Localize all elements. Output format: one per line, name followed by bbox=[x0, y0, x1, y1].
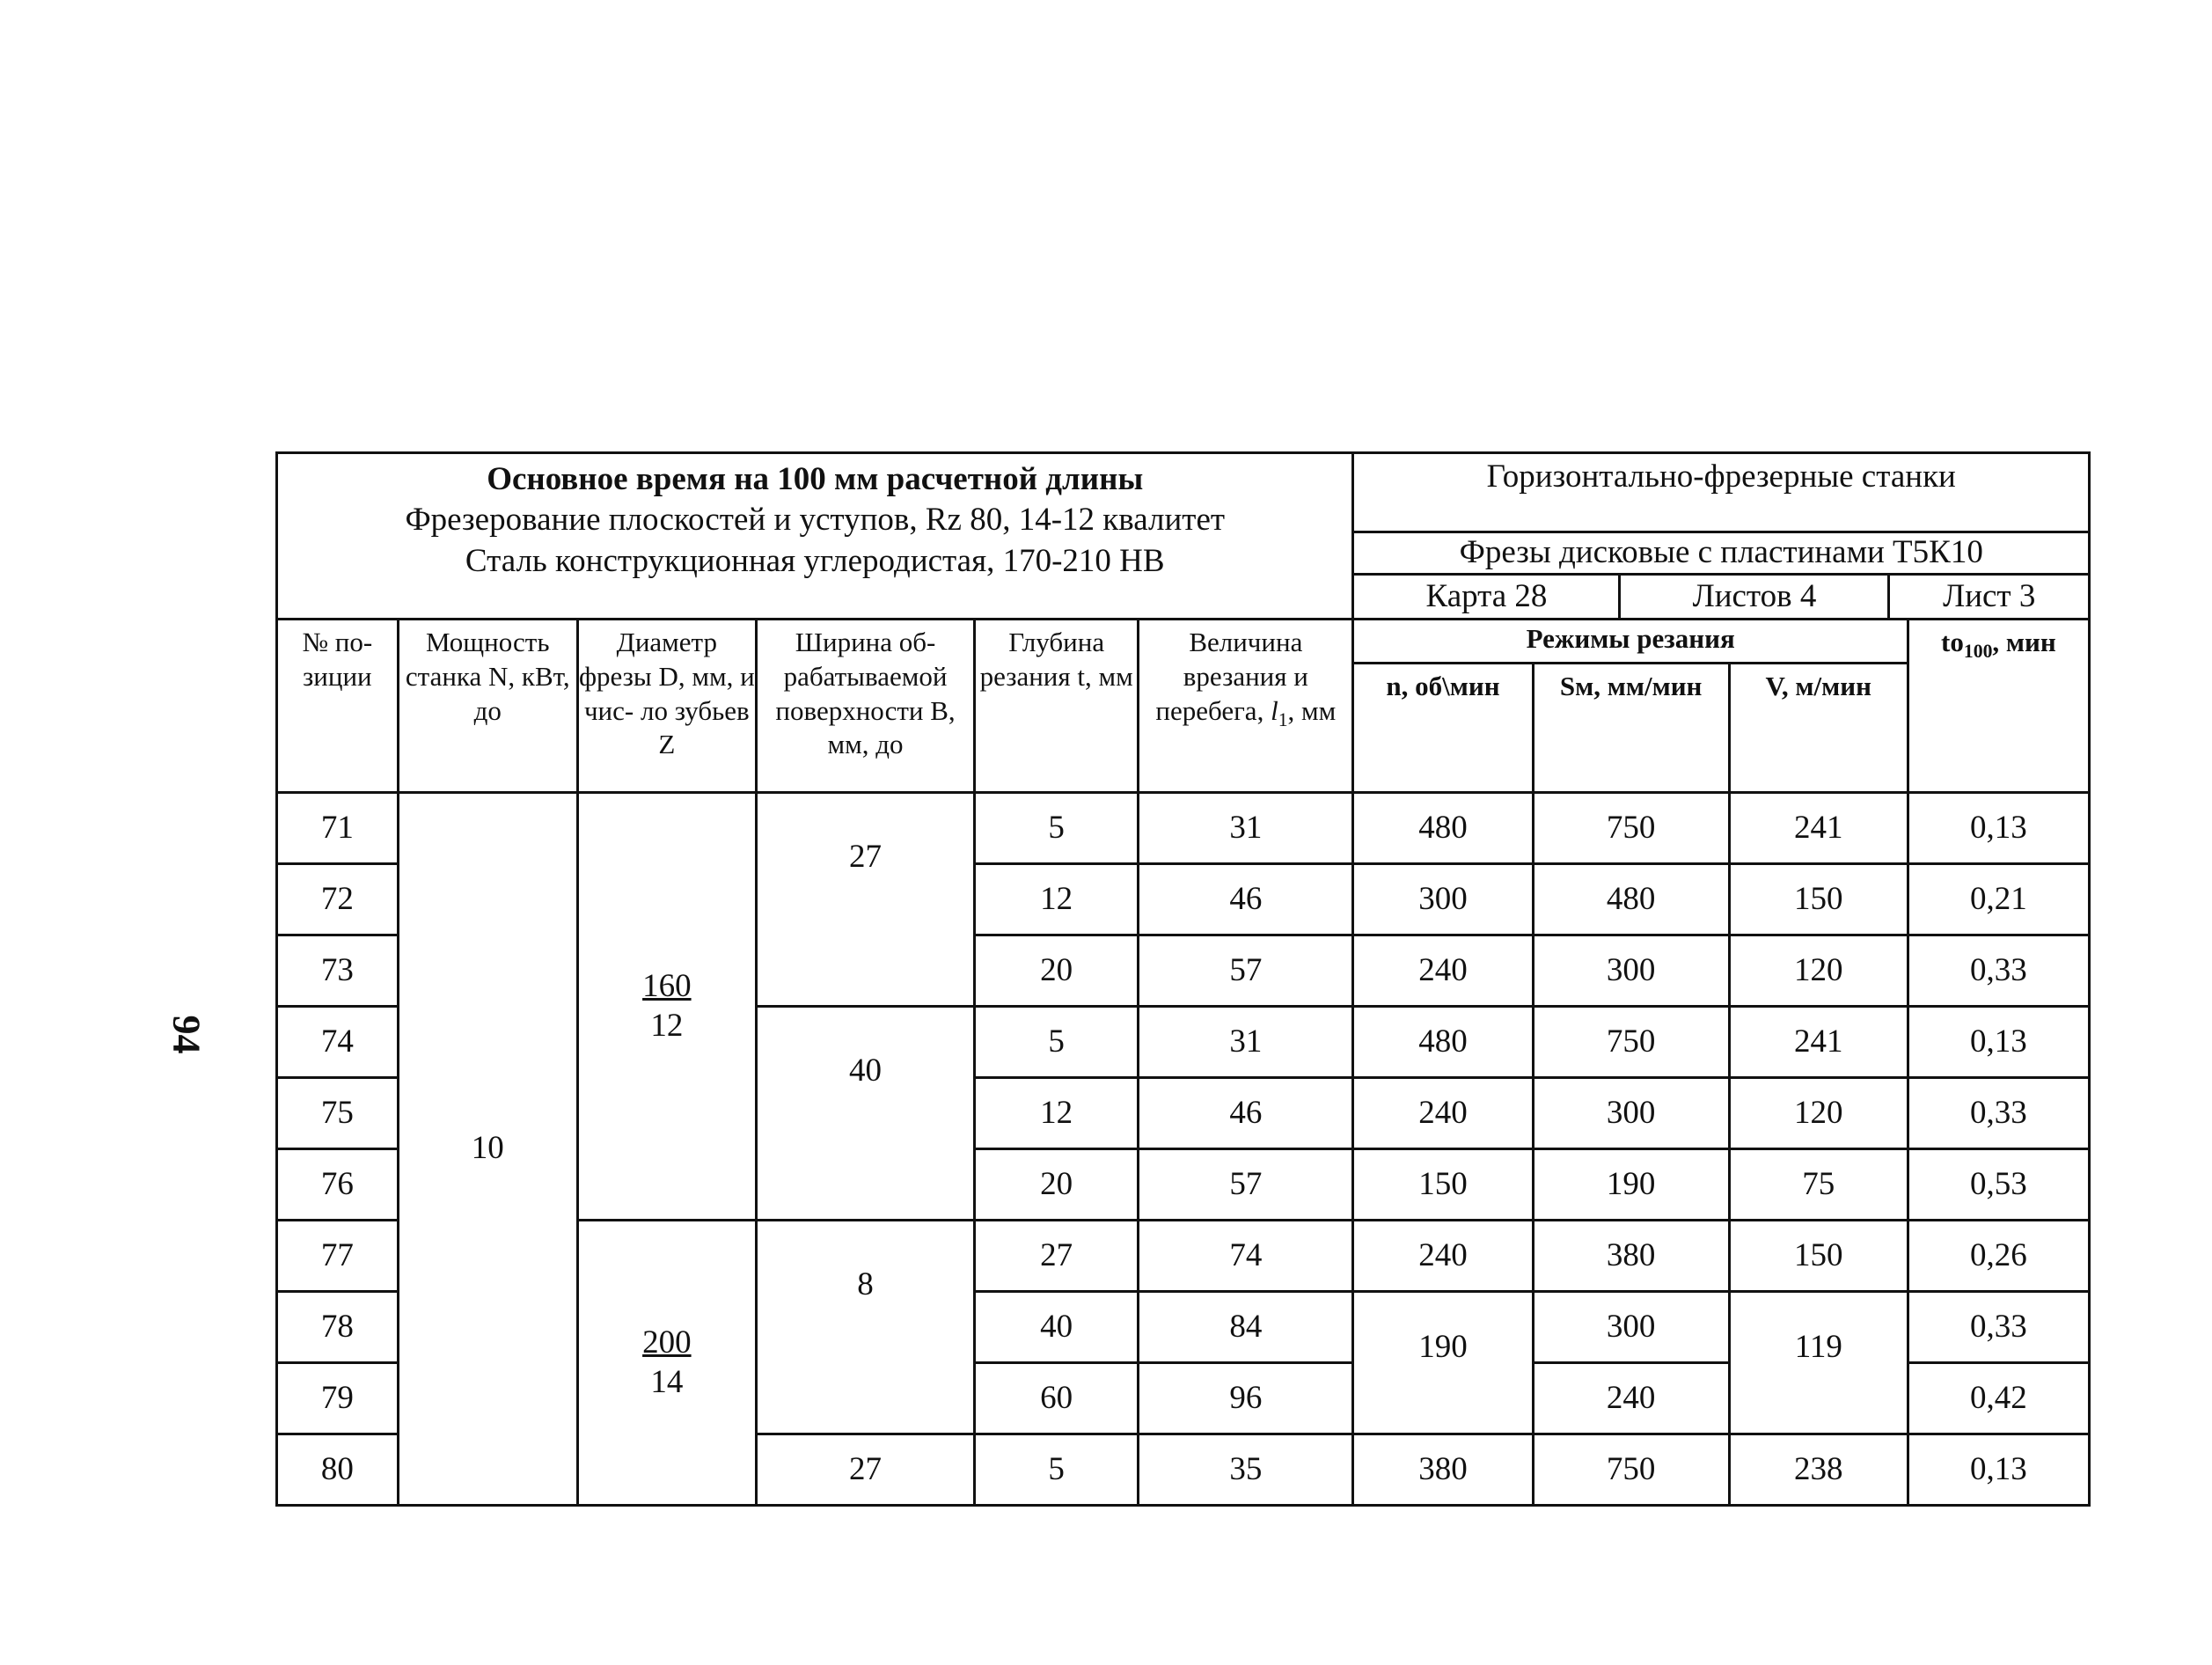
cell-s: 480 bbox=[1533, 864, 1729, 935]
cell-s: 380 bbox=[1533, 1221, 1729, 1292]
card-number: Карта 28 bbox=[1354, 576, 1621, 618]
cell-l1: 57 bbox=[1139, 1149, 1353, 1221]
col-header-diameter: Диаметр фрезы D, мм, и чис- ло зубьев Z bbox=[577, 620, 756, 793]
card-title: Основное время на 100 мм расчетной длины bbox=[487, 461, 1144, 497]
cell-s: 300 bbox=[1533, 1292, 1729, 1363]
cell-s: 190 bbox=[1533, 1149, 1729, 1221]
cell-position: 72 bbox=[277, 864, 399, 935]
page-number: 94 bbox=[165, 1015, 209, 1054]
cell-n: 480 bbox=[1353, 1007, 1533, 1078]
cell-l1: 35 bbox=[1139, 1434, 1353, 1506]
col-header-width: Ширина об- рабатываемой поверхности B, мм, до bbox=[756, 620, 974, 793]
col-header-time-main: to bbox=[1941, 627, 1964, 657]
title-block bbox=[277, 453, 1353, 620]
cell-position: 71 bbox=[277, 793, 399, 864]
cell-main-time: 0,33 bbox=[1908, 935, 2089, 1007]
card-subtitle-material: Сталь конструкционная углеродистая, 170-210 HB bbox=[465, 542, 1165, 579]
cell-main-time: 0,53 bbox=[1908, 1149, 2089, 1221]
col-header-l1-text: Величина врезания и перебега, bbox=[1155, 627, 1308, 726]
cell-depth: 20 bbox=[975, 1149, 1139, 1221]
cell-l1: 96 bbox=[1139, 1363, 1353, 1434]
cell-main-time: 0,13 bbox=[1908, 1434, 2089, 1506]
cell-depth: 40 bbox=[975, 1292, 1139, 1363]
col-header-v: V, м/мин bbox=[1729, 664, 1908, 793]
cell-v: 75 bbox=[1729, 1149, 1908, 1221]
cell-s: 300 bbox=[1533, 935, 1729, 1007]
normative-card-table bbox=[275, 451, 2091, 1507]
col-header-main-time bbox=[1908, 620, 2089, 793]
cell-n: 380 bbox=[1353, 1434, 1533, 1506]
col-header-l1 bbox=[1139, 620, 1353, 793]
cell-s: 750 bbox=[1533, 1434, 1729, 1506]
col-header-time-unit: , мин bbox=[1992, 627, 2056, 657]
cell-position: 79 bbox=[277, 1363, 399, 1434]
cell-main-time: 0,13 bbox=[1908, 793, 2089, 864]
diameter-value: 200 bbox=[642, 1324, 692, 1361]
cell-depth: 12 bbox=[975, 1078, 1139, 1149]
cell-position: 77 bbox=[277, 1221, 399, 1292]
col-header-s: Sм, мм/мин bbox=[1533, 664, 1729, 793]
cell-n-merged: 190 bbox=[1353, 1292, 1533, 1434]
cell-v: 150 bbox=[1729, 864, 1908, 935]
machine-type: Горизонтально-фрезерные станки bbox=[1353, 453, 2090, 532]
cell-width-3: 8 bbox=[756, 1221, 974, 1434]
col-header-power: Мощность станка N, кВт, до bbox=[398, 620, 577, 793]
cell-position: 78 bbox=[277, 1292, 399, 1363]
cell-main-time: 0,33 bbox=[1908, 1078, 2089, 1149]
cell-n: 300 bbox=[1353, 864, 1533, 935]
cell-s: 750 bbox=[1533, 793, 1729, 864]
teeth-count: 14 bbox=[650, 1363, 684, 1400]
cell-n: 150 bbox=[1353, 1149, 1533, 1221]
cell-n: 240 bbox=[1353, 935, 1533, 1007]
cell-v: 241 bbox=[1729, 793, 1908, 864]
cell-l1: 31 bbox=[1139, 793, 1353, 864]
cell-depth: 5 bbox=[975, 1434, 1139, 1506]
cell-v: 150 bbox=[1729, 1221, 1908, 1292]
col-header-position: № по- зиции bbox=[277, 620, 399, 793]
cell-position: 80 bbox=[277, 1434, 399, 1506]
cell-position: 76 bbox=[277, 1149, 399, 1221]
teeth-count: 12 bbox=[650, 1007, 684, 1044]
cell-main-time: 0,33 bbox=[1908, 1292, 2089, 1363]
cell-v: 120 bbox=[1729, 935, 1908, 1007]
col-header-time-sub: 100 bbox=[1963, 641, 1993, 663]
col-header-l1-unit: , мм bbox=[1287, 694, 1337, 726]
cell-l1: 74 bbox=[1139, 1221, 1353, 1292]
cell-depth: 5 bbox=[975, 1007, 1139, 1078]
col-header-depth: Глубина резания t, мм bbox=[975, 620, 1139, 793]
cell-l1: 46 bbox=[1139, 864, 1353, 935]
cell-main-time: 0,21 bbox=[1908, 864, 2089, 935]
cell-width-1: 27 bbox=[756, 793, 974, 1007]
cell-main-time: 0,26 bbox=[1908, 1221, 2089, 1292]
tool-type: Фрезы дисковые с пластинами Т5К10 bbox=[1353, 532, 2090, 575]
cell-depth: 12 bbox=[975, 864, 1139, 935]
table-row bbox=[277, 793, 2090, 864]
col-header-l1-var: l bbox=[1271, 694, 1278, 726]
cell-main-time: 0,13 bbox=[1908, 1007, 2089, 1078]
cell-v: 241 bbox=[1729, 1007, 1908, 1078]
cell-l1: 84 bbox=[1139, 1292, 1353, 1363]
cell-s: 240 bbox=[1533, 1363, 1729, 1434]
card-subtitle-operation: Фрезерование плоскостей и уступов, Rz 80, 14-12 квалитет bbox=[405, 502, 1226, 539]
diameter-value: 160 bbox=[642, 968, 692, 1005]
sheets-count: Листов 4 bbox=[1621, 576, 1890, 618]
sheet-number: Лист 3 bbox=[1943, 577, 2036, 614]
cell-depth: 27 bbox=[975, 1221, 1139, 1292]
cell-depth: 20 bbox=[975, 935, 1139, 1007]
cell-n: 240 bbox=[1353, 1078, 1533, 1149]
cell-position: 75 bbox=[277, 1078, 399, 1149]
cell-l1: 31 bbox=[1139, 1007, 1353, 1078]
cell-main-time: 0,42 bbox=[1908, 1363, 2089, 1434]
col-header-n: n, об\мин bbox=[1353, 664, 1533, 793]
cell-diameter-2 bbox=[577, 1221, 756, 1506]
cell-v: 238 bbox=[1729, 1434, 1908, 1506]
cell-v-merged: 119 bbox=[1729, 1292, 1908, 1434]
col-header-cutting-modes: Режимы резания bbox=[1353, 620, 1908, 664]
cell-diameter-1 bbox=[577, 793, 756, 1221]
cell-s: 300 bbox=[1533, 1078, 1729, 1149]
cell-power: 10 bbox=[398, 793, 577, 1506]
cell-n: 240 bbox=[1353, 1221, 1533, 1292]
col-header-l1-sub: 1 bbox=[1278, 708, 1288, 730]
cell-position: 73 bbox=[277, 935, 399, 1007]
cell-depth: 60 bbox=[975, 1363, 1139, 1434]
cell-width-2: 40 bbox=[756, 1007, 974, 1221]
cell-position: 74 bbox=[277, 1007, 399, 1078]
cell-v: 120 bbox=[1729, 1078, 1908, 1149]
cell-n: 480 bbox=[1353, 793, 1533, 864]
cell-width-4: 27 bbox=[756, 1434, 974, 1506]
cell-l1: 46 bbox=[1139, 1078, 1353, 1149]
cell-l1: 57 bbox=[1139, 935, 1353, 1007]
cell-depth: 5 bbox=[975, 793, 1139, 864]
cell-s: 750 bbox=[1533, 1007, 1729, 1078]
